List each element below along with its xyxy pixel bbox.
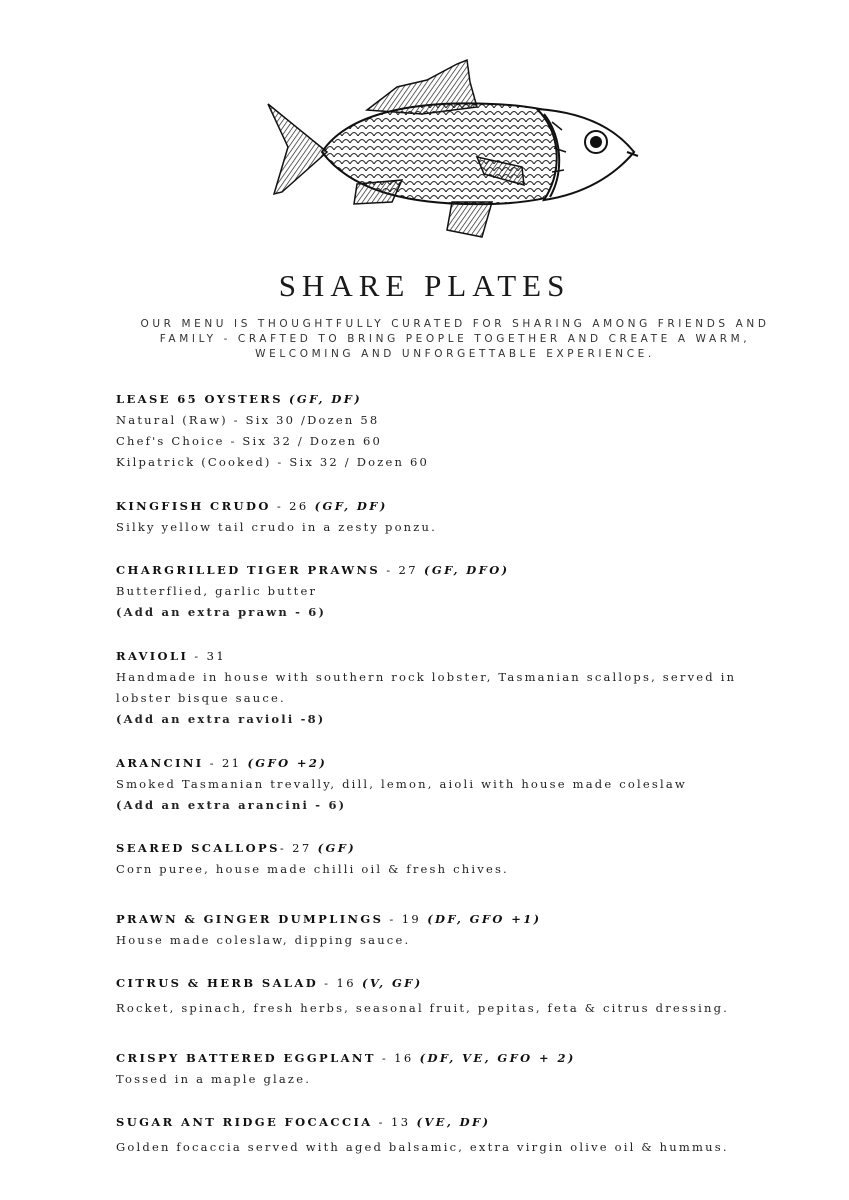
menu-item-price: - 16 — [318, 976, 362, 990]
menu-item-dietary-tag: (GFO +2) — [247, 756, 328, 770]
menu-item-price: - 13 — [372, 1115, 417, 1129]
menu-item-dietary-tag: (DF, VE, GFO + 2) — [419, 1051, 576, 1065]
menu-item-description: lobster bisque sauce. — [116, 691, 286, 705]
menu-item-description: Chef's Choice - Six 32 / Dozen 60 — [116, 434, 383, 448]
menu-item-name: KINGFISH CRUDO — [116, 499, 271, 513]
menu-item-description: House made coleslaw, dipping sauce. — [116, 933, 411, 947]
menu-item — [116, 1112, 816, 1158]
menu-item-price: - 16 — [375, 1051, 420, 1065]
menu-item-price: - 26 — [270, 499, 315, 513]
menu-item-heading — [116, 1112, 816, 1133]
menu-item-heading — [116, 560, 816, 581]
menu-item-description: Handmade in house with southern rock lobster, Tasmanian scallops, served in — [116, 670, 737, 684]
menu-item-description: Corn puree, house made chilli oil & fresh chives. — [116, 862, 509, 876]
menu-item-name: CITRUS & HERB SALAD — [116, 976, 319, 990]
menu-item-price: - 27 — [279, 841, 318, 855]
menu-item — [116, 838, 816, 880]
menu-item-name: LEASE 65 OYSTERS — [116, 392, 283, 406]
menu-item-name: CHARGRILLED TIGER PRAWNS — [116, 563, 381, 577]
menu-item-heading — [116, 389, 816, 410]
menu-item-description: Natural (Raw) - Six 30 /Dozen 58 — [116, 413, 380, 427]
menu-item-description: Smoked Tasmanian trevally, dill, lemon, aioli with house made coleslaw — [116, 777, 687, 791]
menu-item-name: SUGAR ANT RIDGE FOCACCIA — [116, 1115, 373, 1129]
menu-item-name: CRISPY BATTERED EGGPLANT — [116, 1051, 376, 1065]
menu-item-name: SEARED SCALLOPS — [116, 841, 280, 855]
menu-item-description: Kilpatrick (Cooked) - Six 32 / Dozen 60 — [116, 455, 429, 469]
menu-item-heading — [116, 1048, 816, 1069]
menu-item-description: Silky yellow tail crudo in a zesty ponzu. — [116, 520, 438, 534]
menu-item-addon: (Add an extra ravioli -8) — [116, 712, 326, 726]
menu-item-heading — [116, 496, 816, 517]
menu-item-heading — [116, 753, 816, 774]
menu-item-description: Golden focaccia served with aged balsamic, extra virgin olive oil & hummus. — [116, 1140, 729, 1154]
menu-item-price: - 21 — [203, 756, 248, 770]
menu-item — [116, 973, 816, 1019]
menu-item — [116, 560, 816, 623]
menu-item — [116, 1048, 816, 1090]
menu-item-price: - 31 — [188, 649, 227, 663]
menu-item-heading — [116, 838, 816, 859]
menu-item-dietary-tag: (V, GF) — [361, 976, 423, 990]
menu-item-dietary-tag: (GF, DF) — [289, 392, 363, 406]
menu-item-dietary-tag: (DF, GFO +1) — [427, 912, 542, 926]
menu-item-heading — [116, 909, 816, 930]
fish-illustration — [262, 52, 642, 242]
menu-item-dietary-tag: (GF, DFO) — [424, 563, 510, 577]
menu-item-price: - 19 — [383, 912, 428, 926]
menu-item — [116, 753, 816, 816]
menu-item-name: RAVIOLI — [116, 649, 189, 663]
menu-item-dietary-tag: (GF) — [317, 841, 357, 855]
menu-item-description: Butterflied, garlic butter — [116, 584, 318, 598]
menu-item — [116, 909, 816, 951]
menu-item — [116, 496, 816, 538]
menu-intro: OUR MENU IS THOUGHTFULLY CURATED FOR SHARING AMONG FRIENDS AND FAMILY - CRAFTED TO BRING PEOPLE TOGETHER AND CREATE A WARM, WELCOMING AND UNFORGETTABLE EXPERIENCE. — [140, 318, 770, 360]
menu-item-dietary-tag: (VE, DF) — [416, 1115, 491, 1129]
menu-item-name: PRAWN & GINGER DUMPLINGS — [116, 912, 384, 926]
page-title: SHARE PLATES — [278, 268, 571, 303]
menu-item-addon: (Add an extra arancini - 6) — [116, 798, 347, 812]
menu-item-name: ARANCINI — [116, 756, 204, 770]
menu-item-dietary-tag: (GF, DF) — [314, 499, 388, 513]
menu-item-description: Rocket, spinach, fresh herbs, seasonal fruit, pepitas, feta & citrus dressing. — [116, 1001, 730, 1015]
menu-item-addon: (Add an extra prawn - 6) — [116, 605, 327, 619]
menu-item — [116, 389, 816, 473]
menu-item-description: Tossed in a maple glaze. — [116, 1072, 312, 1086]
menu-item-heading — [116, 973, 816, 994]
menu-item-price: - 27 — [380, 563, 425, 577]
menu-item — [116, 646, 816, 730]
menu-item-heading — [116, 646, 816, 667]
